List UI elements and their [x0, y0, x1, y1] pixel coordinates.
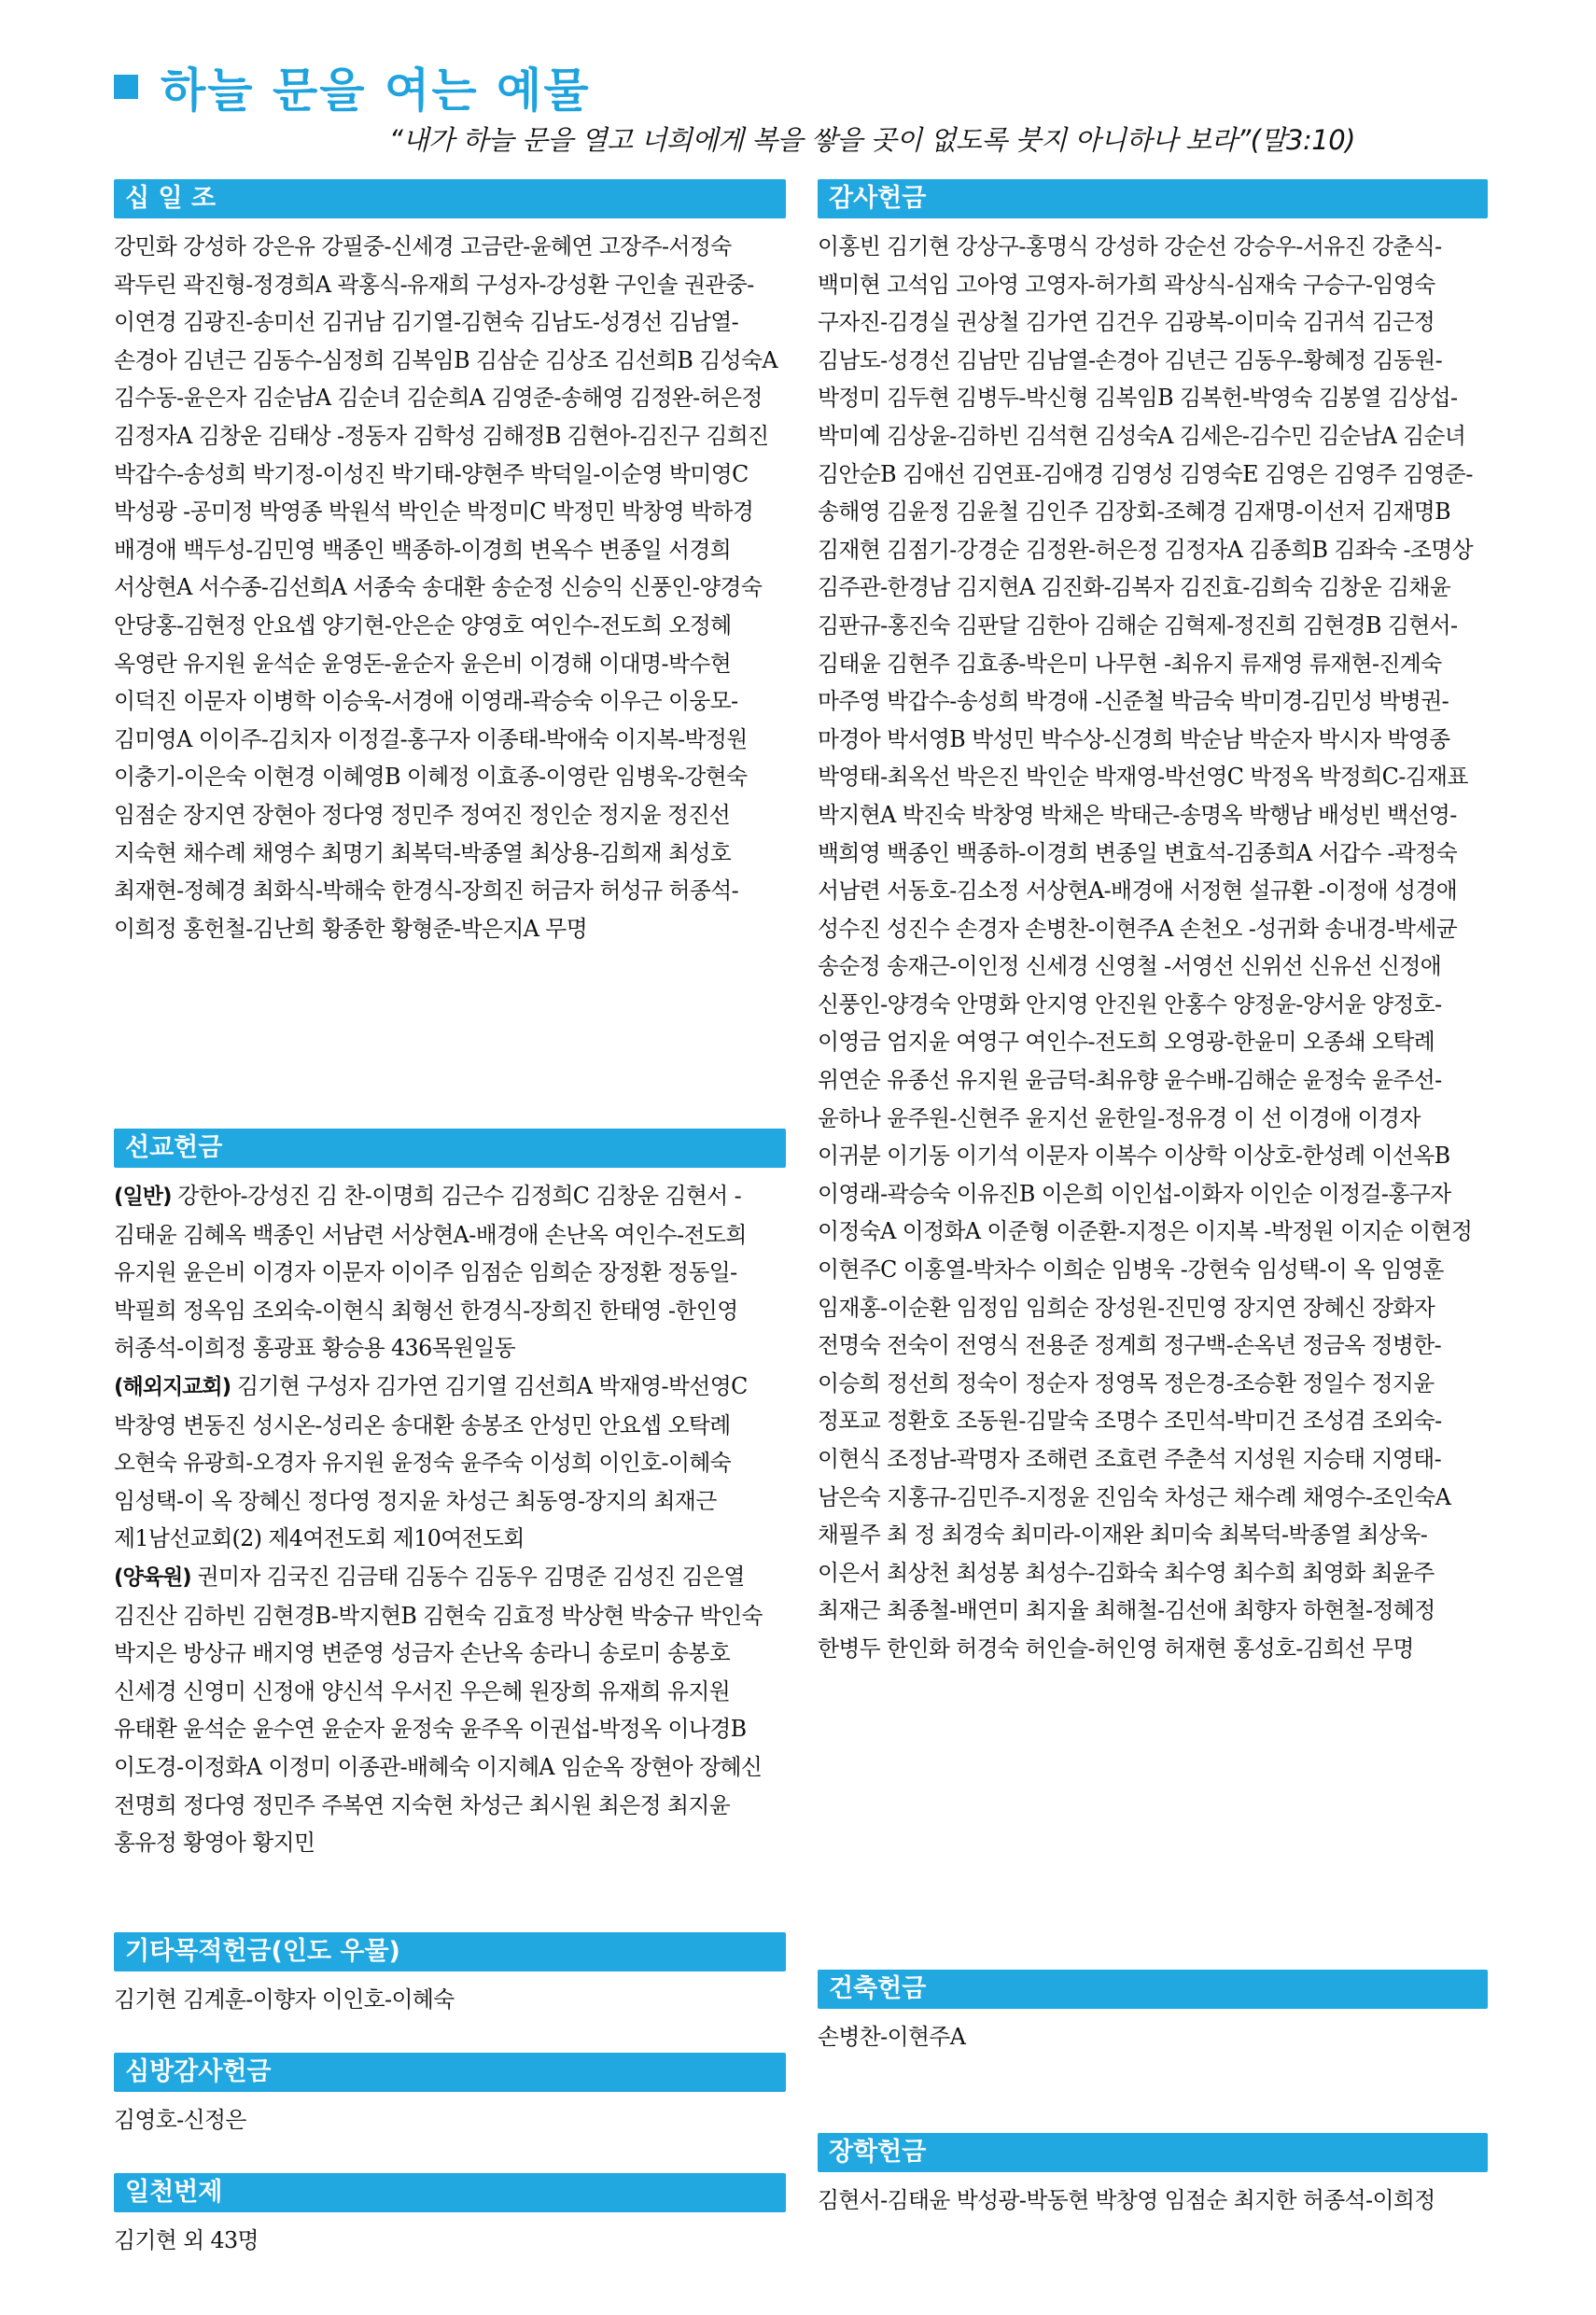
scholarship-names: 김현서-김태윤 박성광-박동현 박창영 임점순 최지한 허종석-이희정: [818, 2187, 1435, 2213]
bible-verse: “내가 하늘 문을 열고 너희에게 복을 쌓을 곳이 없도록 붓지 아니하나 보라”(말3:10): [388, 124, 1355, 156]
mission-header: 선교헌금: [114, 1129, 786, 1168]
thanks-section: [818, 179, 1488, 1668]
ilcheon-header: 일천번제: [114, 2173, 786, 2212]
thanks-names: 이홍빈 김기현 강상구-홍명식 강성하 강순선 강승우-서유진 강춘식-백미현 고석임 고아영 고영자-허가희 곽상식-심재숙 구승구-임영숙 구자진-김경실 권상철 김가연 김건우 김광복-이미숙 김귀석 김근정 김남도-성경선 김남만 김남열-손경아 김년근 김동우-황혜정 김동원-박정미 김두현 김병두-박신형 김복임B 김복헌-박영숙 김봉열 김상섭-박미예 김상윤-김하빈 김석현 김성숙A 김세은-김수민 김순남A 김순녀 김안순B 김애선 김연표-김애경 김영성 김영숙E 김영은 김영주 김영준-송해영 김윤정 김윤철 김인주 김장회-조혜경 김재명-이선저 김재명B 김재현 김점기-강경순 김정완-허은정 김정자A 김종희B 김좌숙 -조명상 김주관-한경남 김지현A 김진화-김복자 김진효-김희숙 김창운 김채윤 김판규-홍진숙 김판달 김한아 김해순 김혁제-정진희 김현경B 김현서-김태윤 김현주 김효종-박은미 나무현 -최유지 류재영 류재현-진계숙 마주영 박갑수-송성희 박경애 -신준철 박금숙 박미경-김민성 박병권-마경아 박서영B 박성민 박수상-신경희 박순남 박순자 박시자 박영종 박영태-최옥선 박은진 박인순 박재영-박선영C 박정옥 박정희C-김재표 박지현A 박진숙 박창영 박채은 박태근-송명옥 박행남 배성빈 백선영-백희영 백종인 백종하-이경희 변종일 변효석-김종희A 서갑수 -곽정숙 서남련 서동호-김소정 서상현A-배경애 서정현 설규환 -이정애 성경애 성수진 성진수 손경자 손병찬-이현주A 손천오 -성귀화 송내경-박세균 송순정 송재근-이인정 신세경 신영철 -서영선 신위선 신유선 신정애 신풍인-양경숙 안명화 안지영 안진원 안홍수 양정윤-양서윤 양정호-이영금 엄지윤 여영구 여인수-전도희 오영광-한윤미 오종쇄 오탁례 위연순 유종선 유지원 윤금덕-최유향 윤수배-김해순 윤정숙 윤주선-윤하나 윤주원-신현주 윤지선 윤한일-정유경 이 선 이경애 이경자 이귀분 이기동 이기석 이문자 이복수 이상학 이상호-한성례 이선옥B 이영래-곽승숙 이유진B 이은희 이인섭-이화자 이인순 이정걸-홍구자 이정숙A 이정화A 이준형 이준환-지정은 이지복 -박정원 이지순 이현정 이현주C 이홍열-박차수 이희순 임병욱 -강현숙 임성택-이 옥 임영훈 임재홍-이순환 임정임 임희순 장성원-진민영 장지연 장혜신 장화자 전명숙 전숙이 전영식 전용준 정계희 정구백-손옥년 정금옥 정병한-이승희 정선희 정숙이 정순자 정영목 정은경-조승환 정일수 정지윤 정포교 정환호 조동원-김말숙 조명수 조민석-박미건 조성겸 조외숙-이현식 조정남-곽명자 조해련 조효련 주춘석 지성원 지승태 지영태-남은숙 지홍규-김민주-지정윤 진임숙 차성근 채수례 채영수-조인숙A 채필주 최 정 최경숙 최미라-이재완 최미숙 최복덕-박종열 최상욱-이은서 최상천 최성봉 최성수-김화숙 최수영 최수희 최영화 최윤주 최재근 최종철-배연미 최지율 최해철-김선애 최향자 하현철-정혜정 한병두 한인화 허경숙 허인슬-허인영 허재현 홍성호-김희선 무명: [818, 233, 1474, 1662]
group-names: 권미자 김국진 김금태 김동수 김동우 김명준 김성진 김은열 김진산 김하빈 김현경B-박지현B 김현숙 김효정 박상현 박숭규 박인숙 박지은 방상규 배지영 변준영 성금자 손난옥 송라니 송로미 송봉호 신세경 신영미 신정애 양신석 우서진 우은혜 원장희 유재희 유지원 유태환 윤석순 윤수연 윤순자 윤정숙 윤주옥 이권섭-박정옥 이나경B 이도경-이정화A 이정미 이종관-배혜숙 이지혜A 임순옥 장현아 장혜신 전명희 정다영 정민주 주복연 지숙현 차성근 최시원 최은정 최지윤 홍유정 황영아 황지민: [114, 1563, 763, 1857]
title-square-icon: [114, 75, 138, 99]
visit-thanks-names: 김영호-신정은: [114, 2107, 246, 2133]
tithe-header: 십 일 조: [114, 179, 786, 218]
thanks-header: 감사헌금: [818, 179, 1488, 218]
building-section: [818, 1970, 1488, 2056]
group-tag: (일반): [114, 1185, 172, 1209]
mission-section: [114, 1129, 786, 1862]
group-tag: (양육원): [114, 1564, 191, 1590]
tithe-section: [114, 179, 786, 947]
other-purpose-names: 김기현 김계훈-이향자 이인호-이혜숙: [114, 1986, 455, 2013]
ilcheon-section: [114, 2173, 786, 2260]
other-purpose-header: 기타목적헌금(인도 우물): [114, 1932, 786, 1971]
mission-group-orphanage: [114, 1558, 786, 1862]
mission-names: [114, 1177, 786, 1862]
mission-group-general: [114, 1177, 786, 1368]
other-purpose-section: [114, 1932, 786, 2019]
visit-thanks-header: 심방감사헌금: [114, 2053, 786, 2092]
group-names: 김기현 구성자 김가연 김기열 김선희A 박재영-박선영C 박창영 변동진 성시온-성리온 송대환 송봉조 안성민 안요셉 오탁례 오현숙 유광희-오경자 유지원 윤정숙 윤주숙 이성희 이인호-이혜숙 임성택-이 옥 장혜신 정다영 정지윤 차성근 최동영-장지의 최재근 제1남선교회(2) 제4여전도회 제10여전도회: [114, 1372, 748, 1552]
building-names: 손병찬-이현주A: [818, 2024, 966, 2050]
mission-group-overseas: [114, 1368, 786, 1558]
visit-thanks-section: [114, 2053, 786, 2140]
ilcheon-names: 김기현 외 43명: [114, 2227, 259, 2253]
scholarship-section: [818, 2133, 1488, 2220]
group-names: 강한아-강성진 김 찬-이명희 김근수 김정희C 김창운 김현서 -김태윤 김혜옥 백종인 서남련 서상현A-배경애 손난옥 여인수-전도희 유지원 윤은비 이경자 이문자 이이주 임점순 임희순 장정환 정동일-박필희 정옥임 조외숙-이현식 최형선 한경식-장희진 한태영 -한인영 허종석-이희정 홍광표 황승용 436목원일동: [114, 1183, 747, 1362]
page-title: [114, 54, 591, 119]
tithe-names: 강민화 강성하 강은유 강필중-신세경 고금란-윤혜연 고장주-서정숙 곽두린 곽진형-정경희A 곽홍식-유재희 구성자-강성환 구인솔 권관중-이연경 김광진-송미선 김귀남 김기열-김현숙 김남도-성경선 김남열-손경아 김년근 김동수-심정희 김복임B 김삼순 김상조 김선희B 김성숙A 김수동-윤은자 김순남A 김순녀 김순희A 김영준-송해영 김정완-허은정 김정자A 김창운 김태상 -정동자 김학성 김해정B 김현아-김진구 김희진 박갑수-송성희 박기정-이성진 박기태-양현주 박덕일-이순영 박미영C 박성광 -공미정 박영종 박원석 박인순 박정미C 박정민 박창영 박하경 배경애 백두성-김민영 백종인 백종하-이경희 변옥수 변종일 서경희 서상현A 서수종-김선희A 서종숙 송대환 송순정 신승익 신풍인-양경숙 안당홍-김현정 안요셉 양기현-안은순 양영호 여인수-전도희 오정혜 옥영란 유지원 윤석순 윤영돈-윤순자 윤은비 이경해 이대명-박수현 이덕진 이문자 이병학 이승욱-서경애 이영래-곽승숙 이우근 이웅모-김미영A 이이주-김치자 이정걸-홍구자 이종태-박애숙 이지복-박정원 이충기-이은숙 이현경 이혜영B 이혜정 이효종-이영란 임병욱-강현숙 임점순 장지연 장현아 정다영 정민주 정여진 정인순 정지윤 정진선 지숙현 채수례 채영수 최명기 최복덕-박종열 최상용-김희재 최성호 최재현-정혜경 최화식-박해숙 한경식-장희진 허금자 허성규 허종석-이희정 홍헌철-김난희 황종한 황형준-박은지A 무명: [114, 233, 778, 942]
building-header: 건축헌금: [818, 1970, 1488, 2009]
scholarship-header: 장학헌금: [818, 2133, 1488, 2172]
page-title-text: 하늘 문을 여는 예물: [161, 63, 591, 118]
group-tag: (해외지교회): [114, 1374, 231, 1399]
